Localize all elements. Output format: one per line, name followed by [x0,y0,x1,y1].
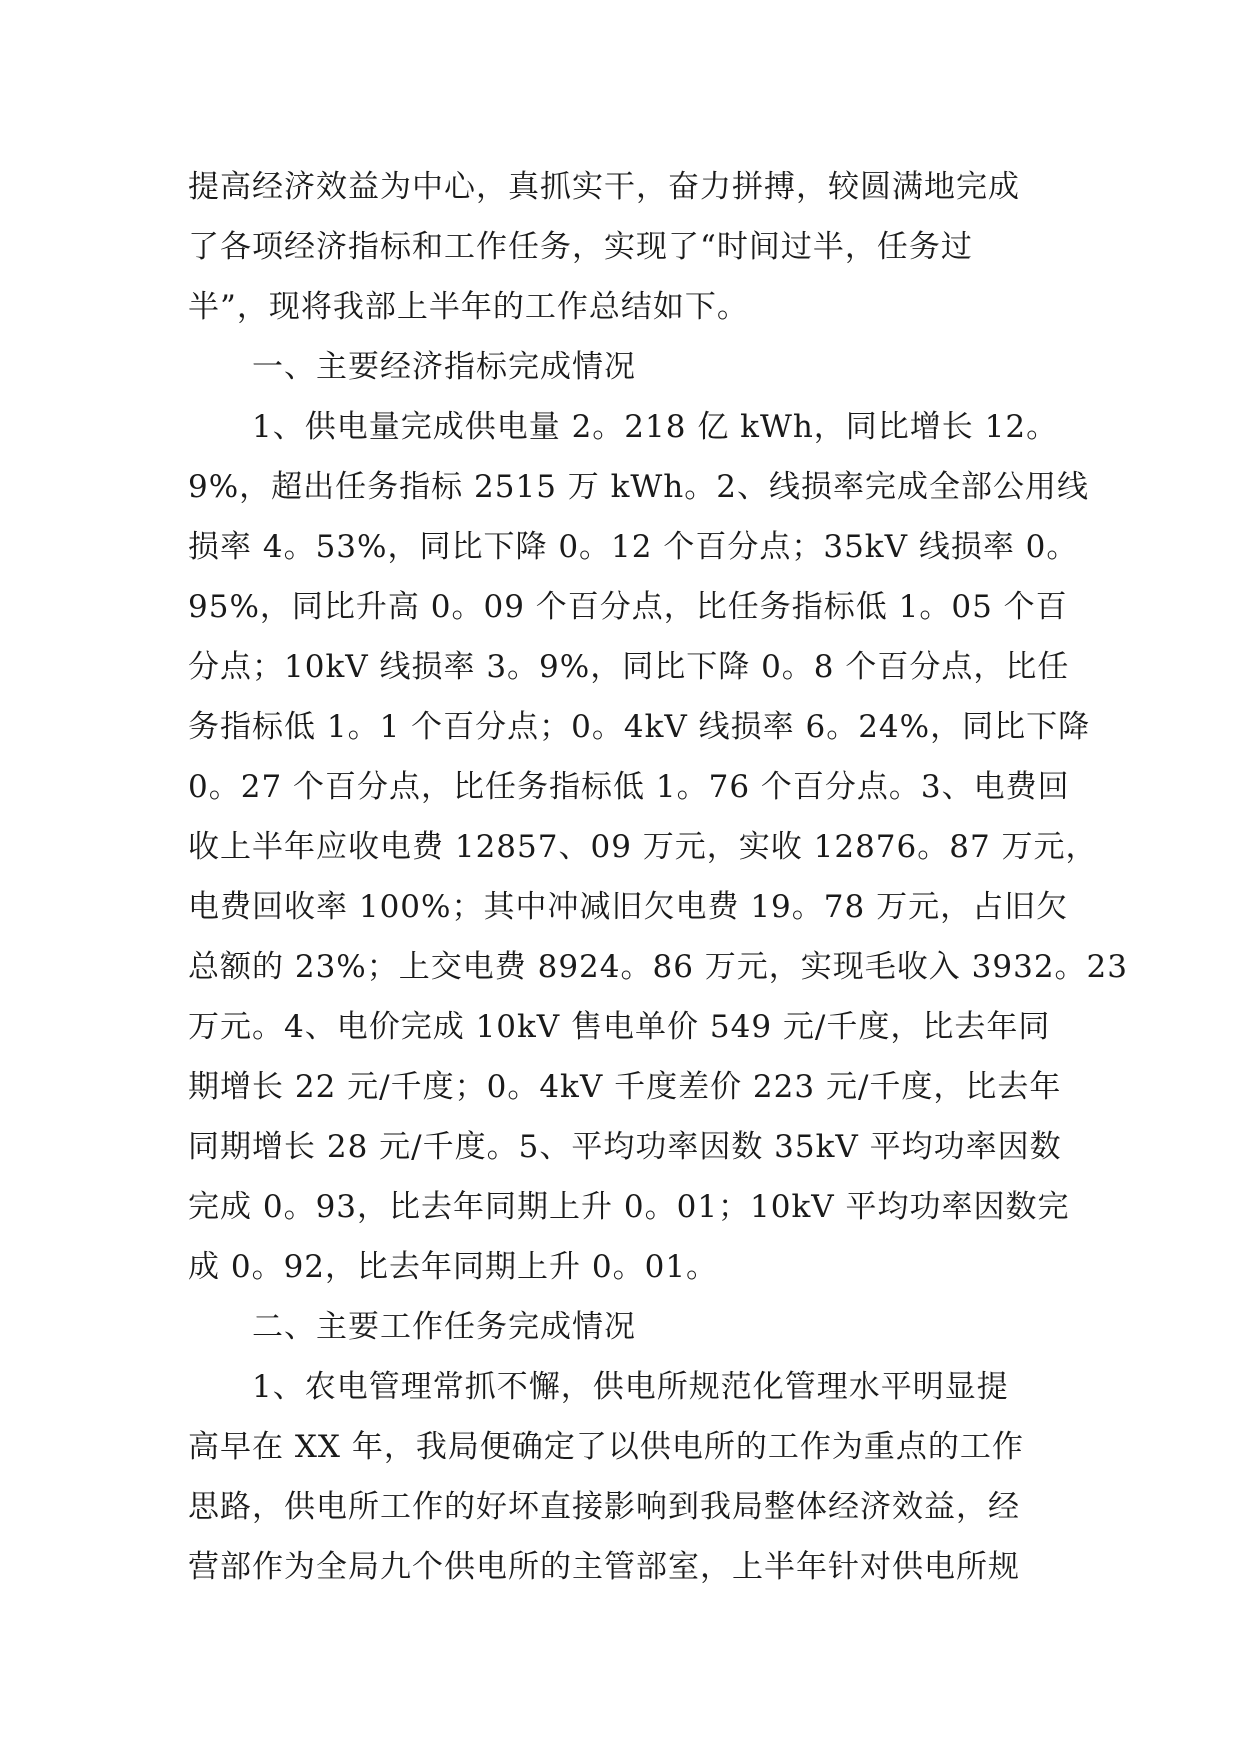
text-line: 半”，现将我部上半年的工作总结如下。 [188,289,749,325]
text-line: 期增长 22 元/千度；0。4kV 千度差价 223 元/千度，比去年 [188,1069,1062,1105]
text-line: 1、农电管理常抓不懈，供电所规范化管理水平明显提 [252,1369,1009,1405]
text-line: 务指标低 1。1 个百分点；0。4kV 线损率 6。24%，同比下降 [188,709,1091,745]
section-heading: 二、主要工作任务完成情况 [252,1309,636,1345]
text-line: 完成 0。93，比去年同期上升 0。01；10kV 平均功率因数完 [188,1189,1070,1225]
text-line: 电费回收率 100%；其中冲减旧欠电费 19。78 万元，占旧欠 [188,889,1069,925]
document-body [188,157,1128,1597]
text-line: 提高经济效益为中心，真抓实干，奋力拼搏，较圆满地完成 [188,169,1020,205]
text-line: 损率 4。53%，同比下降 0。12 个百分点；35kV 线损率 0。 [188,529,1079,565]
text-line: 营部作为全局九个供电所的主管部室，上半年针对供电所规 [188,1549,1020,1585]
text-line: 思路，供电所工作的好坏直接影响到我局整体经济效益，经 [188,1489,1020,1525]
text-line: 9%，超出任务指标 2515 万 kWh。2、线损率完成全部公用线 [188,469,1089,505]
text-line: 成 0。92，比去年同期上升 0。01。 [188,1249,719,1285]
text-line: 总额的 23%；上交电费 8924。86 万元，实现毛收入 3932。23 [188,949,1128,985]
text-line: 0。27 个百分点，比任务指标低 1。76 个百分点。3、电费回 [188,769,1070,805]
text-line: 分点；10kV 线损率 3。9%，同比下降 0。8 个百分点，比任 [188,649,1070,685]
text-line: 95%，同比升高 0。09 个百分点，比任务指标低 1。05 个百 [188,589,1068,625]
text-line: 收上半年应收电费 12857、09 万元，实收 12876。87 万元， [188,829,1098,865]
text-line: 1、供电量完成供电量 2。218 亿 kWh，同比增长 12。 [252,409,1059,445]
text-line: 了各项经济指标和工作任务，实现了“时间过半，任务过 [188,229,973,265]
text-line: 高早在 XX 年，我局便确定了以供电所的工作为重点的工作 [188,1429,1024,1465]
text-line: 同期增长 28 元/千度。5、平均功率因数 35kV 平均功率因数 [188,1129,1062,1165]
section-heading: 一、主要经济指标完成情况 [252,349,636,385]
text-line: 万元。4、电价完成 10kV 售电单价 549 元/千度，比去年同 [188,1009,1051,1045]
